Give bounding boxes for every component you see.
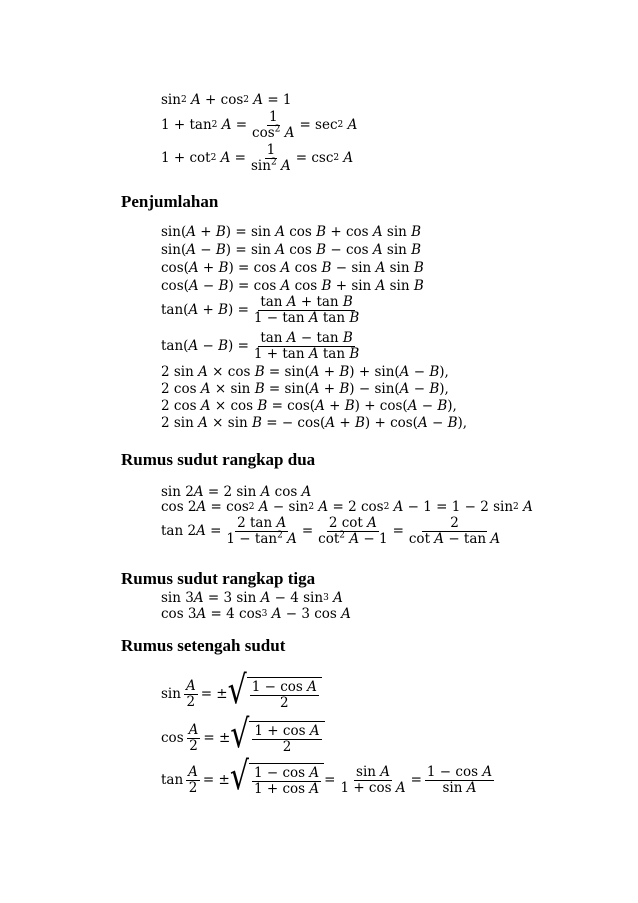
formula-product-3: 2 cos A × cos B = cos( A + B ) + cos( A − B ),: [161, 398, 457, 414]
formula-tan-diff: tan( A − B ) = $\frac{\text{tan A − tan B}}{\text{1 + tan A tan B}}$: [161, 329, 360, 362]
heading-sudut-rangkap-dua: Rumus sudut rangkap dua: [121, 450, 316, 469]
formula-tan-sum: tan( A + B ) = $\frac{\text{tan A + tan B}}{\text{1 − tan A tan B}}$: [161, 293, 360, 326]
formula-cos-sum: cos( A + B ) = cos A cos B − sin A sin B: [161, 260, 424, 276]
formula-cos-diff: cos( A − B ) = cos A cos B + sin A sin B: [161, 278, 424, 294]
identity-sin-cos: sin 2 A + cos 2 A = 1: [161, 92, 292, 108]
heading-penjumlahan: Penjumlahan: [121, 192, 219, 211]
identity-cot-csc: 1 + cot 2 A = $\frac{1}{\sin^2 A}$ = csc 2 A: [161, 141, 354, 174]
formula-cos-2a: cos 2 A = cos 2 A − sin 2 A = 2 cos 2 A − 1 = 1 − 2 sin 2 A: [161, 499, 533, 515]
formula-product-4: 2 sin A × sin B = − cos( A + B ) + cos( A − B ),: [161, 415, 468, 431]
heading-setengah-sudut: Rumus setengah sudut: [121, 636, 286, 655]
formula-tan-2a: tan 2 A = $\frac{\text{2 tan A}}{1 - \tan^2 A}$ = $\frac{\text{2 cot A}}{\cot^2 A - 1}$ = $\frac{2}{\text{cot A − tan A}}$: [161, 514, 501, 547]
formula-tan-half: tan $\frac{A}{2}$ = ± √ $\frac{\text{1 − cos A}}{\text{1 + cos A}}$ = $\frac{\text{sin A}}{\text{1 + cos A}}$ = $\frac{\text{1 − cos A}}{\text{sin A}}$: [161, 754, 493, 800]
formula-cos-3a: cos 3 A = 4 cos 3 A − 3 cos A: [161, 606, 351, 622]
formula-product-1: 2 sin A × cos B = sin( A + B ) + sin( A − B ),: [161, 364, 449, 380]
identity-tan-sec: 1 + tan 2 A = $\frac{1}{\cos^2 A}$ = sec 2 A: [161, 108, 358, 141]
formula-sin-3a: sin 3 A = 3 sin A − 4 sin 3 A: [161, 590, 343, 606]
formula-sin-sum: sin( A + B ) = sin A cos B + cos A sin B: [161, 224, 422, 240]
formula-sin-2a: sin 2 A = 2 sin A cos A: [161, 484, 312, 500]
formula-sin-diff: sin( A − B ) = sin A cos B − cos A sin B: [161, 242, 422, 258]
formula-cos-half: cos $\frac{A}{2}$ = ± √ $\frac{\text{1 + cos A}}{2}$: [161, 716, 325, 760]
formula-sin-half: sin $\frac{A}{2}$ = ± √ $\frac{\text{1 − cos A}}{2}$: [161, 672, 322, 716]
formula-product-2: 2 cos A × sin B = sin( A + B ) − sin( A − B ),: [161, 381, 449, 397]
heading-sudut-rangkap-tiga: Rumus sudut rangkap tiga: [121, 569, 316, 588]
